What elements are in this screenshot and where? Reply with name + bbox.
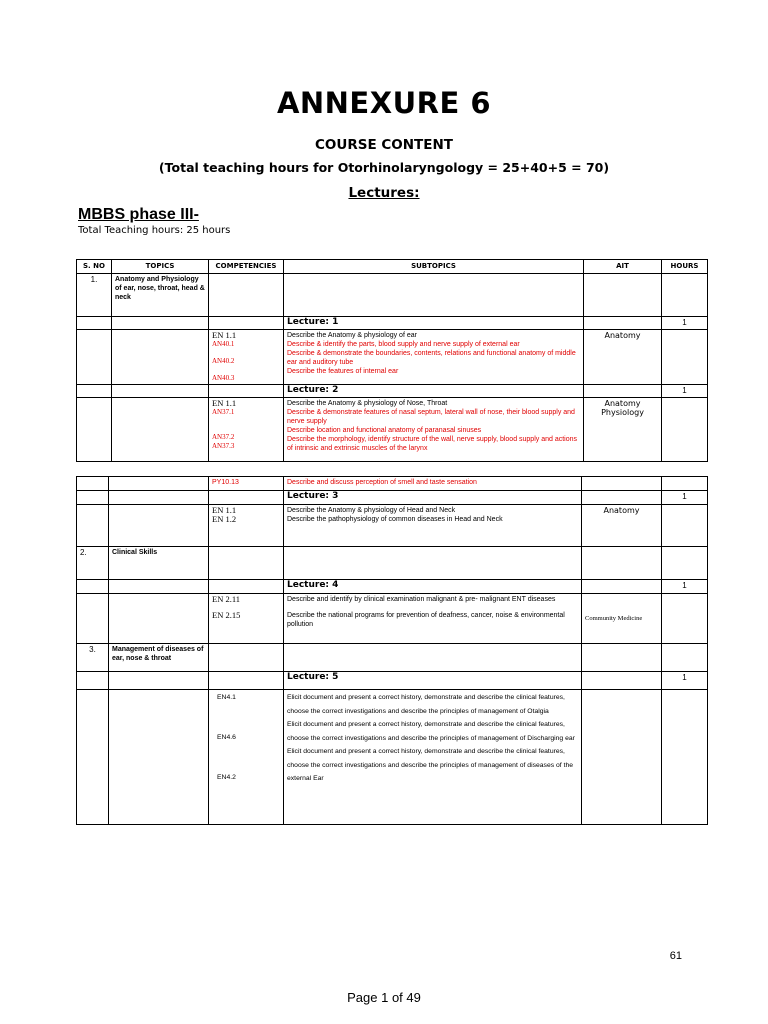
lecture-2-hours: 1 [662, 385, 708, 398]
page-number: 61 [669, 950, 682, 962]
total-hours-line: (Total teaching hours for Otorhinolaryngology = 25+40+5 = 70) [158, 160, 610, 175]
document-title: ANNEXURE 6 [276, 86, 492, 120]
table-row [77, 690, 708, 825]
lecture-3-hours: 1 [662, 491, 708, 505]
ait-cell: Anatomy [584, 330, 662, 385]
topic-cell: Clinical Skills [109, 547, 209, 580]
table-row [77, 644, 708, 672]
lectures-heading: Lectures: [348, 185, 420, 201]
table-row [77, 672, 708, 690]
ait-cell: Community Medicine [582, 594, 662, 644]
lecture-4-hours: 1 [662, 580, 708, 594]
lecture-1-hours: 1 [662, 317, 708, 330]
serial-number: 3. [77, 644, 109, 672]
table-row [77, 385, 708, 398]
serial-number: 1. [77, 274, 112, 317]
subtopics-cell: Describe the Anatomy & physiology of ear Describe & identify the parts, blood supply and nerve supply of external ear Describe & demonstrate the boundaries, contents, relations and functional anatomy of middle ear and auditory tube Describe the features of internal ear [284, 330, 584, 385]
lecture-5-label: Lecture: 5 [284, 672, 582, 690]
lecture-4-label: Lecture: 4 [284, 580, 582, 594]
col-header-subtopics: SUBTOPICS [284, 260, 584, 274]
table-row [77, 491, 708, 505]
page-indicator: Page 1 of 49 [347, 990, 421, 1005]
competency-codes: EN4.1 EN4.6 EN4.2 [209, 690, 284, 825]
table-row [77, 317, 708, 330]
subtopics-cell: Describe and identify by clinical examination malignant & pre- malignant ENT diseases Describe the national programs for prevention of deafness, cancer, noise & environmental pollution [284, 594, 582, 644]
table-row [77, 274, 708, 317]
lecture-3-label: Lecture: 3 [284, 491, 582, 505]
lectures-table-part-1 [76, 259, 708, 462]
competency-codes: EN 1.1 AN40.1 AN40.2 AN40.3 [209, 330, 284, 385]
serial-number: 2. [77, 547, 109, 580]
competency-codes: EN 1.1 AN37.1 AN37.2 AN37.3 [209, 398, 284, 462]
table-row [77, 477, 708, 491]
ait-cell: Anatomy [582, 505, 662, 547]
table-row [77, 398, 708, 462]
phase-hours: Total Teaching hours: 25 hours [78, 225, 231, 236]
course-content-heading: COURSE CONTENT [314, 137, 453, 153]
table-row [77, 505, 708, 547]
table-row [77, 580, 708, 594]
topic-cell: Anatomy and Physiology of ear, nose, throat, head & neck [112, 274, 209, 317]
subtopics-cell: Describe the Anatomy & physiology of Head and Neck Describe the pathophysiology of common diseases in Head and Neck [284, 505, 582, 547]
competency-codes: EN 2.11 EN 2.15 [209, 594, 284, 644]
lecture-1-label: Lecture: 1 [284, 317, 584, 330]
lecture-2-label: Lecture: 2 [284, 385, 584, 398]
table-row [77, 330, 708, 385]
ait-cell: Anatomy Physiology [584, 398, 662, 462]
phase-heading: MBBS phase III- [78, 206, 199, 223]
topic-cell: Management of diseases of ear, nose & throat [109, 644, 209, 672]
subtopic-text: Describe and discuss perception of smell and taste sensation [284, 477, 582, 491]
subtopics-cell: Elicit document and present a correct history, demonstrate and describe the clinical features, choose the correct investigations and describe the principles of management of Otalgia Elicit document and present a correct history, demonstrate and describe the clinical features, choose the correct investigations and describe the principles of management of Discharging ear Elicit document and present a correct history, demonstrate and describe the clinical features, choose the correct investigations and describe the principles of management of diseases of the external Ear [284, 690, 582, 825]
competency-codes: EN 1.1 EN 1.2 [209, 505, 284, 547]
competency-code: PY10.13 [209, 477, 284, 491]
col-header-topics: TOPICS [112, 260, 209, 274]
table-row [77, 594, 708, 644]
lecture-5-hours: 1 [662, 672, 708, 690]
subtopics-cell: Describe the Anatomy & physiology of Nose, Throat Describe & demonstrate features of nasal septum, lateral wall of nose, their blood supply and nerve supply Describe location and functional anatomy of paranasal sinuses Describe the morphology, identify structure of the wall, nerve supply, blood supply and actions of intrinsic and extrinsic muscles of the larynx [284, 398, 584, 462]
col-header-hours: HOURS [662, 260, 708, 274]
col-header-ait: AIT [584, 260, 662, 274]
lectures-table-part-2 [76, 476, 708, 825]
col-header-competencies: COMPETENCIES [209, 260, 284, 274]
col-header-sno: S. NO [77, 260, 112, 274]
table-row [77, 547, 708, 580]
